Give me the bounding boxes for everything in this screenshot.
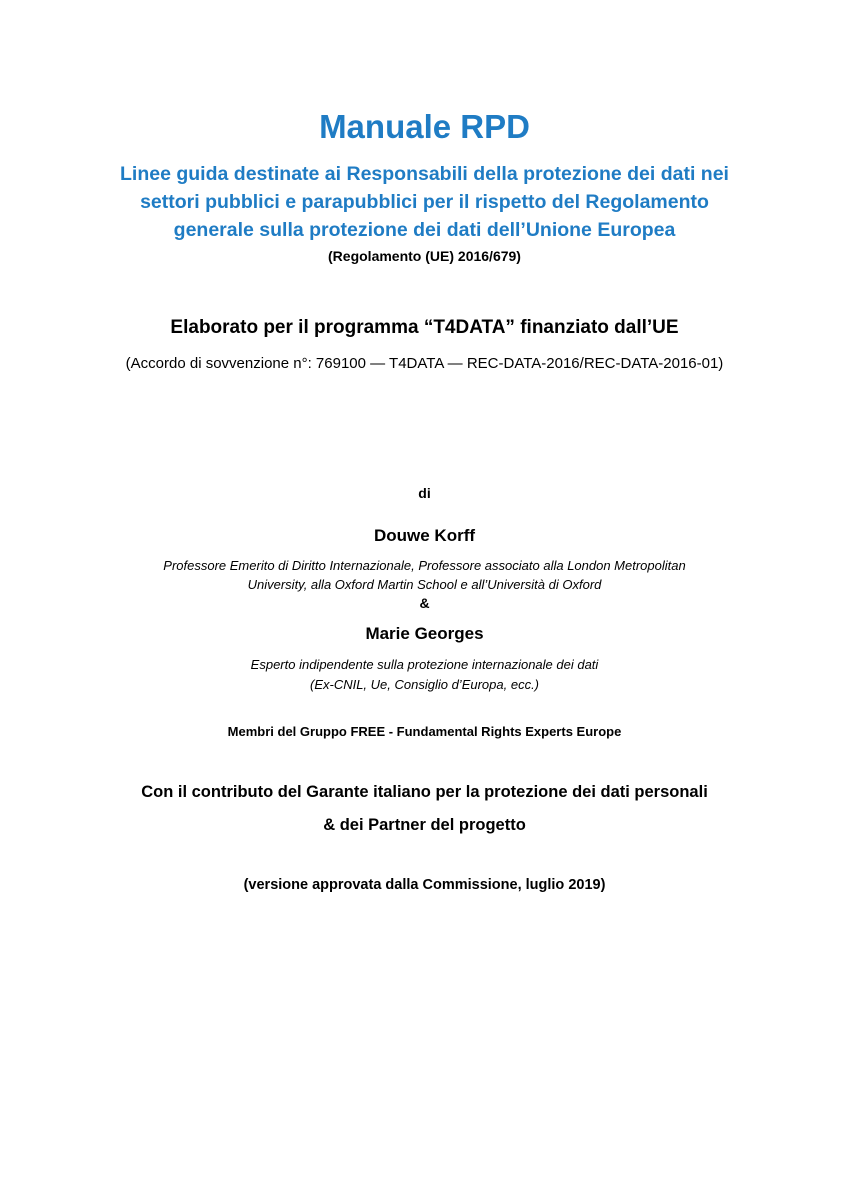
author-1-affiliation-line-1: Professore Emerito di Diritto Internazionale, Professore associato alla London Metropolitan [163, 558, 686, 573]
author-2-affiliation-line-2: (Ex-CNIL, Ue, Consiglio d’Europa, ecc.) [309, 677, 540, 692]
subtitle-line-2: settori pubblici e parapubblici per il rispetto del Regolamento [140, 191, 709, 213]
author-2-affiliation-line-1: Esperto indipendente sulla protezione internazionale dei dati [250, 657, 599, 672]
members-statement: Membri del Gruppo FREE - Fundamental Rights Experts Europe [227, 724, 622, 739]
author-separator: & [419, 595, 430, 611]
subtitle-line-1: Linee guida destinate ai Responsabili della protezione dei dati nei [120, 163, 729, 185]
regulation-reference: (Regolamento (UE) 2016/679) [328, 248, 521, 264]
by-label: di [418, 485, 431, 501]
author-1-affiliation-line-2: University, alla Oxford Martin School e all’Università di Oxford [247, 577, 602, 592]
document-title: Manuale RPD [319, 108, 530, 145]
grant-agreement: (Accordo di sovvenzione n°: 769100 — T4DATA — REC-DATA-2016/REC-DATA-2016-01) [125, 355, 724, 372]
contribution-line-2: & dei Partner del progetto [323, 816, 526, 834]
program-heading: Elaborato per il programma “T4DATA” finanziato dall’UE [170, 317, 679, 338]
contribution-line-1: Con il contributo del Garante italiano per la protezione dei dati personali [141, 783, 708, 801]
subtitle-line-3: generale sulla protezione dei dati dell’Unione Europea [173, 219, 676, 241]
version-note: (versione approvata dalla Commissione, luglio 2019) [243, 877, 606, 893]
author-1-name: Douwe Korff [373, 526, 476, 545]
author-2-name: Marie Georges [365, 624, 484, 643]
